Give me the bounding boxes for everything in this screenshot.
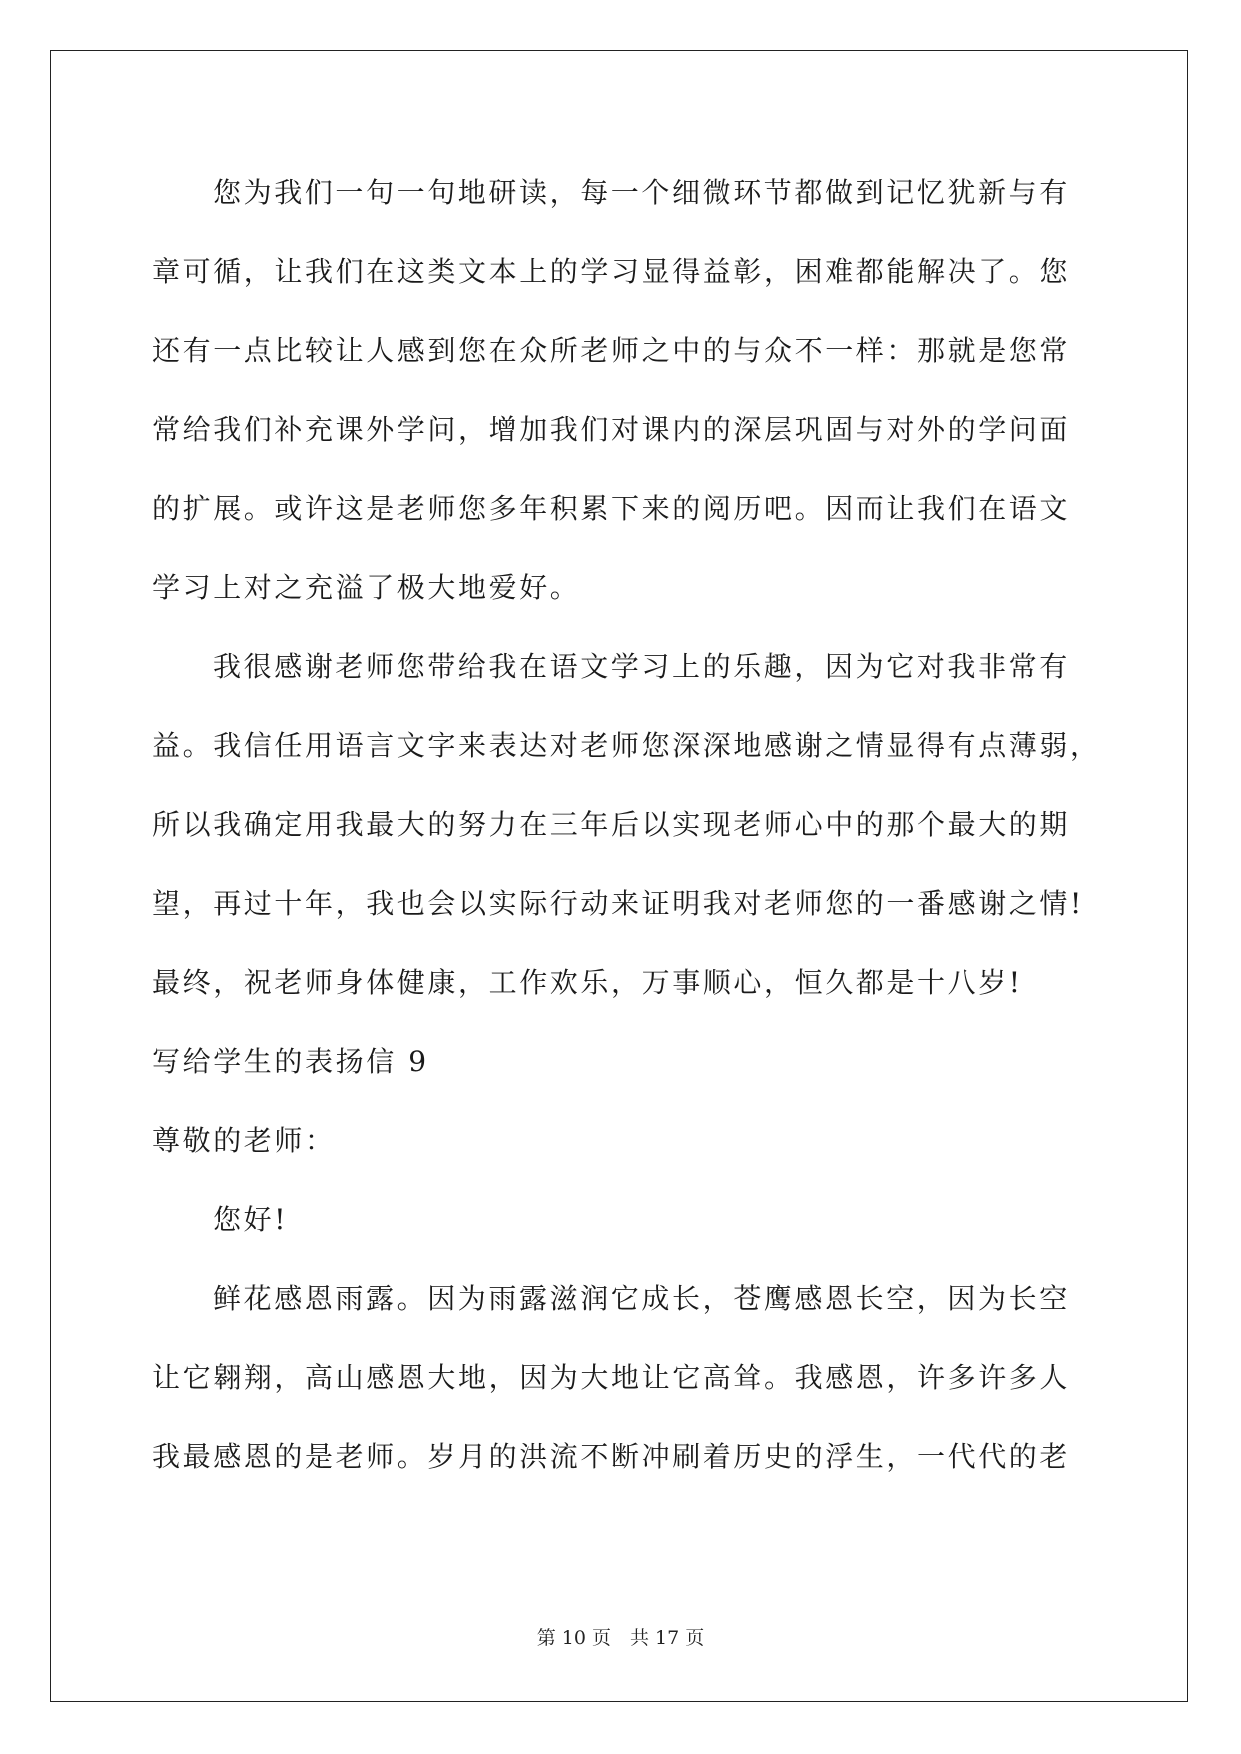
body-text-line: 常给我们补充课外学问，增加我们对课内的深层巩固与对外的学问面	[152, 413, 1071, 446]
body-text-line: 我很感谢老师您带给我在语文学习上的乐趣，因为它对我非常有	[213, 650, 1070, 683]
body-text-line: 还有一点比较让人感到您在众所老师之中的与众不一样：那就是您常	[152, 334, 1071, 367]
body-text-line: 我最感恩的是老师。岁月的洪流不断冲刷着历史的浮生，一代代的老	[152, 1440, 1071, 1473]
body-text-line: 望，再过十年，我也会以实际行动来证明我对老师您的一番感谢之情!	[152, 887, 1084, 920]
body-text-line: 鲜花感恩雨露。因为雨露滋润它成长，苍鹰感恩长空，因为长空	[213, 1282, 1070, 1315]
body-text-line: 最终，祝老师身体健康，工作欢乐，万事顺心，恒久都是十八岁!	[152, 966, 1023, 999]
section-heading: 写给学生的表扬信 9	[152, 1045, 429, 1078]
body-text-line: 让它翱翔，高山感恩大地，因为大地让它高耸。我感恩，许多许多人	[152, 1361, 1071, 1394]
body-text-line: 章可循，让我们在这类文本上的学习显得益彰，困难都能解决了。您	[152, 255, 1071, 288]
body-text-line: 益。我信任用语言文字来表达对老师您深深地感谢之情显得有点薄弱，	[152, 729, 1101, 762]
page-number-footer: 第 10 页 共 17 页	[536, 1627, 705, 1649]
salutation: 尊敬的老师：	[152, 1124, 336, 1157]
body-text-line: 学习上对之充溢了极大地爱好。	[152, 571, 581, 604]
greeting: 您好!	[213, 1203, 289, 1236]
body-text-line: 所以我确定用我最大的努力在三年后以实现老师心中的那个最大的期	[152, 808, 1071, 841]
body-text-line: 的扩展。或许这是老师您多年积累下来的阅历吧。因而让我们在语文	[152, 492, 1071, 525]
body-text-line: 您为我们一句一句地研读，每一个细微环节都做到记忆犹新与有	[213, 176, 1070, 209]
